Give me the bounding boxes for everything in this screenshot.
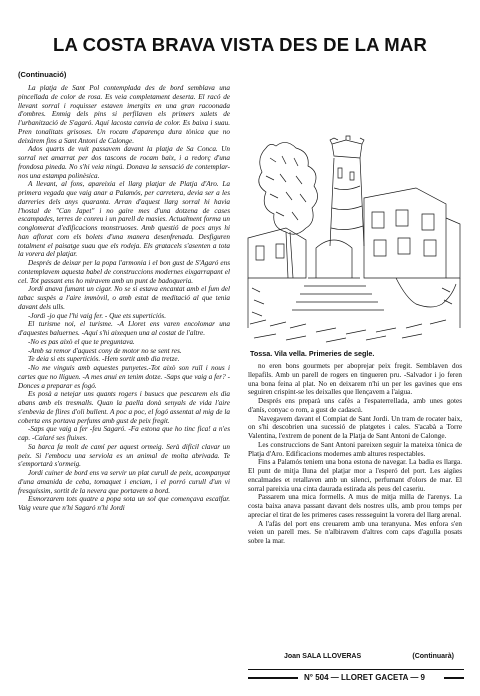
paragraph: -Jordi -jo que l'hi vaig fer. - Que ets superticiós. <box>28 311 167 320</box>
paragraph: El turisme noi, el turisme. -A Lloret ens varen encolomar una d'aquestes baluernes. -Aquí s'hi aixequen una al costat de l'altre. <box>18 320 230 337</box>
footer-dash-left <box>248 677 298 679</box>
paragraph: Després ens preparà uns cafès a l'espaterrellada, amb unes gotes d'anís, conyac o rom, a gust de cadascú. <box>248 397 462 414</box>
paragraph: Fins a Palamós teniem una bona estona de navegar. La badia es llarga. El punt de mitja lluna del platjar mor a l'esperó del port. Les aigües encalmades et retallaven amb un silenci, perfumant d'olors de mar. El sorral pareixia una cinta daurada estirada als peus del caseriu. <box>248 458 462 493</box>
continuation-label: (Continuació) <box>18 70 67 79</box>
paragraph: -Saps que vaig a fer -feu Sagaró. -Fa estona que ho tinc fica! a n'es cap. -Calaré ses fluixes. <box>18 425 230 442</box>
paragraph: Esmorzarem tots quatre a popa sota un sol que començava escalfar. Vaig veure que n'hi Sagaró n'hi Jordi <box>18 495 230 512</box>
paragraph: -No es pas això el que te preguntava. <box>28 337 135 346</box>
right-text-column <box>248 362 462 650</box>
paragraph: Les construccions de Sant Antoni pareixen seguir la mateixa tònica de Platja d'Aro. Edificacions modernes amb altures respectables. <box>248 440 462 458</box>
author-line <box>248 653 464 663</box>
author-name: Joan SALA LLOVERAS <box>284 653 362 660</box>
footer-dash-right <box>444 677 464 679</box>
paragraph: Passarem una mica forrnells. A mus de mitja milla de l'arenys. La costa baixa anava passant davant dels nostres ulls, amb prou temps per apreciar el tirat de les primeres cases ressseguint la vorera del llarg arenal. <box>248 493 462 519</box>
paragraph: Ados quarts de vuit passavem davant la platja de Sa Conca. Un sorral net amarrat per dos tascons de rocam baix, i a redorç d'una frondosa pineda. No s'hi veia ningú. Donava la sensació de contemplar-nos una estampa polinèsica. <box>18 145 230 180</box>
paragraph: -No me vinguis amb aquestes punyetes.-Tot això son ruïl i nous i cartes que no lliguen. -A mes anui en tenim dotze. -Saps que vaig a fer? -Donces a preparar es fogó. <box>18 364 230 390</box>
article-title: LA COSTA BRAVA VISTA DES DE LA MAR <box>52 34 428 55</box>
paragraph: Jordi anava fumant un cigar. No se si estava encantat amb el fum del tabac suspès a l'aire immòvil, o amb estat de meditació al que tenia davant dels ulls. <box>18 285 230 311</box>
paragraph: no eren bons gourmets per aboprejar peix fregit. Semblaven dos llepafils. Amb un parell de rogers en tingueren pru. -Salvador i jo feren una bona feina al plat. No en deixarem n'hi un per les gavines que ens seguiren crispint-se les deixalles que llençavem a l'aigua. <box>248 362 462 397</box>
paragraph: Després de deixar per la popa l'armonia i el bon gust de S'Agaró ens contemplavem aquesta babel de construccions modernes eixgarrapant el cel. Tot passant ens ho miravem amb un punt de badoqueria. <box>18 259 230 285</box>
paragraph: La platja de Sant Pol contemplada des de bord semblava una pincellada de color de rosa. Es veia completament deserta. El racó de llevant sorral i roquisser estaven imergits en una gran racoonada d'ombres. Enmig dels pins si perfilaven els primers xalets de l'urbanització de S'agaró. Aquí lacosta canvia de color. Es baixa i suau. Pren tonalitats grisoses. Un rocam d'aparença dura tònica que no deixàrem fins a Sant Antoni de Calonge. <box>18 84 230 145</box>
paragraph: Te deia si ets superticiós. -Hem sortit amb dia tretze. <box>28 355 180 364</box>
footer-rule <box>248 669 464 670</box>
paragraph: -Amb sa remor d'aquest cony de motor no se sent res. <box>28 346 182 355</box>
paragraph: Sa barca fa molt de camí per aquest ormeig. Serà difícil clavar un peix. Si l'embocu una serviola es un animal de molta abrivada. Te s'emportarà s'ormeig. <box>18 442 230 469</box>
paragraph: A llevant, al fons, apareixia el llarg platjar de Platja d'Aro. La primera vegada que vaig anar a Palamós, per carretera, devia ser a les darreries dels anys quaranta. Arran d'aquest llarg sorral hi havia l'hostal de "Can Japet" i no gaire mes d'una dotzena de cases escampades, terres de conreu i un parell de masies. Actualment forma un conglomerat d'edificacions monstruoses. Amb questió de pocs anys hi han aflorat com els bolets d'una manera desenfrenada. Desfiguren totalment el paisatge suau que els rodeja. Els gratacels s'asenten a tota la vorera del platjar. <box>18 180 230 259</box>
continuara-label: (Continuarà) <box>412 653 454 660</box>
paragraph: A l'afàs del port ens creuarem amb una teranyuna. Mes enfora s'en veien un parell mes. Se n'albiravem d'altres com caps d'agulla posats sobre la mar. <box>248 519 462 545</box>
tossa-illustration <box>246 128 464 346</box>
page-footer: N° 504 — LLORET GACETA — 9 <box>304 673 425 682</box>
left-text-column <box>18 84 230 680</box>
figure-caption: Tossa. Vila vella. Primeries de segle. <box>250 349 375 358</box>
paragraph: Es posà a netejar uns quants rogers i busucs que pescarem els dia abans amb els tresmalls. Quan la paella donà senyals de vida l'aire s'enbevia de flires d'oli bullent. A poc a poc, el fogó assentat al mig de la coberta ens portava perfums amb gust de peix fregit. <box>18 390 230 425</box>
paragraph: Jordi cuiner de bord ens va servir un plat curull de peix, acompanyat d'una amanida de ceba, tomaquet i enciam, i el porró curull d'un vi fresquissim, sortit de la nevera que portavem a bord. <box>18 469 230 495</box>
paragraph: Navegavem davant el Compiat de Sant Jordi. Un tram de rocater baix, on s'hi descobrien una sucessió de platgetes i cales. S'acabà a Torre Valentina, l'extrem de ponent de la Platja de Sant Antoni de Calonge. <box>248 414 462 440</box>
